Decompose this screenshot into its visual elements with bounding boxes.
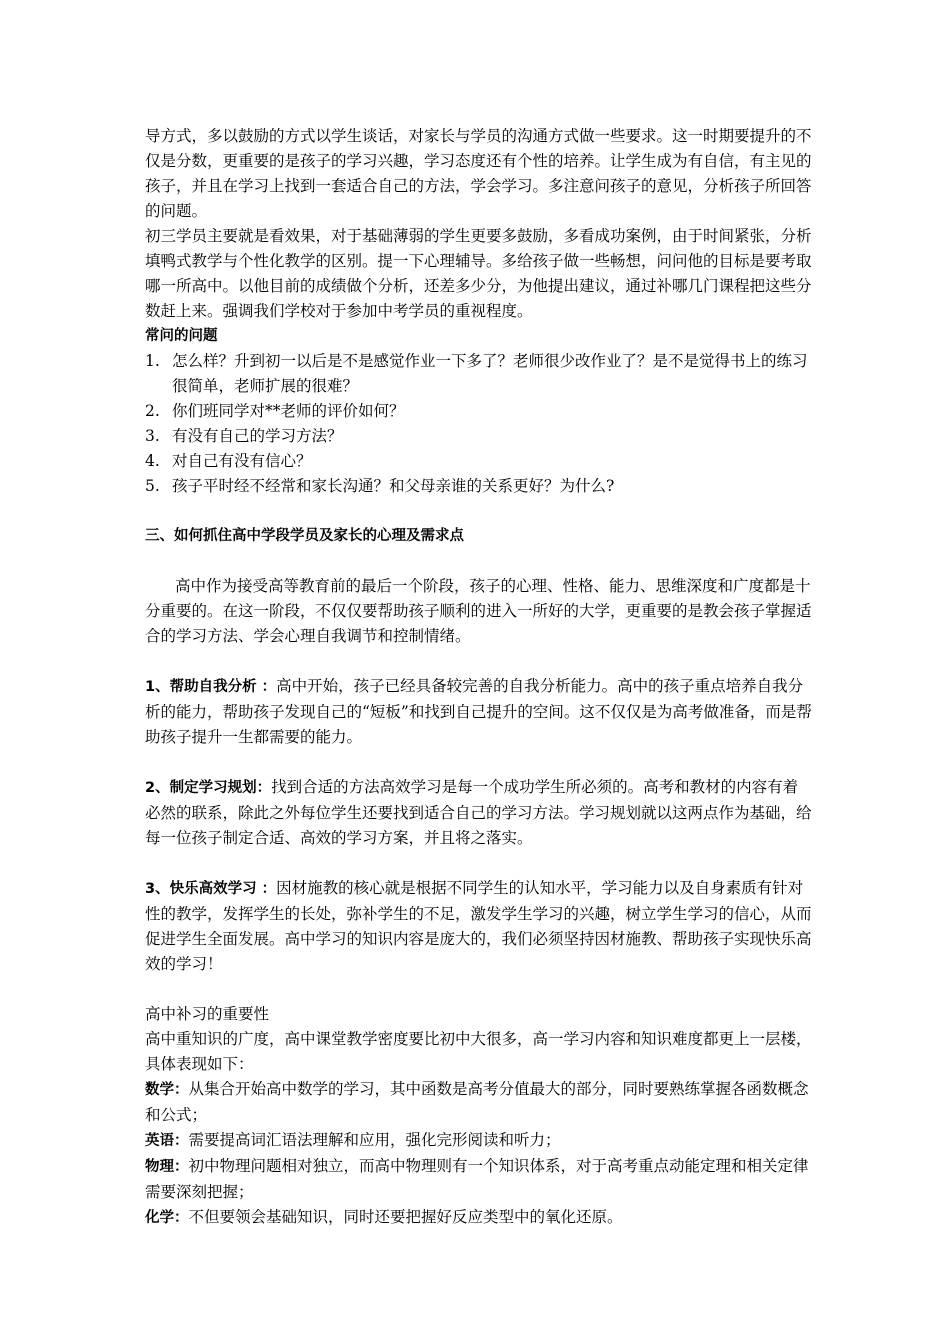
list-item [145,474,813,499]
list-item-number: 5. [145,477,160,495]
list-item-text: 怎么样？升到初一以后是不是感觉作业一下多了？老师很少改作业了？是不是觉得书上的练习很简单，老师扩展的很难？ [172,352,808,395]
list-item-number: 4. [145,452,160,470]
point-separator: ： [256,780,272,796]
list-item-number: 3. [145,427,160,445]
subject-chemistry [145,1205,813,1231]
point-separator: ： [261,679,277,695]
point-text: 高中开始，孩子已经具备较完善的自我分析能力。高中的孩子重点培养自我分析的能力，帮助孩子发现自己的“短板”和找到自己提升的空间。这不仅仅是为高考做准备，而是帮助孩子提升一生都需要的能力。 [145,677,812,746]
subject-label: 物理 [145,1159,174,1175]
point-1 [145,674,813,750]
tutoring-intro: 高中重知识的广度，高中课堂教学密度要比初中大很多，高一学习内容和知识难度都更上一层楼，具体表现如下： [145,1030,812,1073]
list-item-text: 有没有自己的学习方法？ [172,427,343,445]
list-item-text: 孩子平时经不经常和家长沟通？和父母亲谁的关系更好？为什么? [172,477,615,495]
list-item [145,449,813,474]
point-title: 2、制定学习规划 [145,780,257,796]
point-text: 找到合适的方法高效学习是每一个成功学生所必须的。高考和教材的内容有着必然的联系，除此之外每位学生还要找到适合自己的学习方法。学习规划就以这两点作为基础，给每一位孩子制定合适、高效的学习方案，并且将之落实。 [145,778,812,847]
tutoring-title: 高中补习的重要性 [145,1005,270,1023]
list-item-text: 你们班同学对**老师的评价如何？ [172,402,405,420]
list-item [145,424,813,449]
intro-paragraph-2: 初三学员主要就是看效果，对于基础薄弱的学生更要多鼓励，多看成功案例，由于时间紧张，分析填鸭式教学与个性化教学的区别。提一下心理辅导。多给孩子做一些畅想，问问他的目标是要考取哪一所高中。以他目前的成绩做个分析，还差多少分，为他提出建议，通过补哪几门课程把这些分数赶上来。强调我们学校对于参加中考学员的重视程度。 [145,227,812,320]
document-page [145,124,813,1231]
subject-physics [145,1154,813,1205]
faq-heading: 常问的问题 [145,328,218,344]
subject-text: 需要提高词汇语法理解和应用，强化完形阅读和听力； [188,1131,561,1149]
subject-label: 数学 [145,1082,174,1098]
point-2 [145,775,813,851]
list-item [145,399,813,424]
list-item-text: 对自己有没有信心？ [172,452,312,470]
subject-math [145,1077,813,1128]
subject-label: 化学 [145,1210,174,1226]
subject-separator: ： [174,1210,189,1226]
point-title: 1、帮助自我分析 [145,679,262,695]
subject-label: 英语 [145,1133,174,1149]
point-3 [145,876,813,977]
subject-separator: ： [174,1159,189,1175]
section-3-intro: 高中作为接受高等教育前的最后一个阶段，孩子的心理、性格、能力、思维深度和广度都是十分重要的。在这一阶段，不仅仅要帮助孩子顺利的进入一所好的大学，更重要的是教会孩子掌握适合的学习方法、学会心理自我调节和控制情绪。 [145,577,812,645]
list-item [145,349,813,399]
list-item-number: 2. [145,402,160,420]
subject-english [145,1128,813,1154]
faq-list [145,349,813,499]
point-text: 因材施教的核心就是根据不同学生的认知水平，学习能力以及自身素质有针对性的教学，发挥学生的长处，弥补学生的不足，激发学生学习的兴趣，树立学生学习的信心，从而促进学生全面发展。高中学习的知识内容是庞大的，我们必须坚持因材施教、帮助孩子实现快乐高效的学习！ [145,879,812,973]
point-title: 3、快乐高效学习 [145,881,262,897]
intro-paragraph-1: 导方式，多以鼓励的方式以学生谈话，对家长与学员的沟通方式做一些要求。这一时期要提升的不仅是分数，更重要的是孩子的学习兴趣，学习态度还有个性的培养。让学生成为有自信，有主见的孩子，并且在学习上找到一套适合自己的方法，学会学习。多注意问孩子的意见，分析孩子所回答的问题。 [145,127,812,220]
subject-text: 初中物理问题相对独立，而高中物理则有一个知识体系，对于高考重点动能定理和相关定律需要深刻把握； [145,1157,809,1201]
subject-separator: ： [174,1082,189,1098]
list-item-number: 1. [145,352,160,370]
subject-text: 从集合开始高中数学的学习，其中函数是高考分值最大的部分，同时要熟练掌握各函数概念和公式； [145,1080,809,1124]
subject-separator: ： [174,1133,189,1149]
point-separator: ： [261,881,277,897]
section-3-heading: 三、如何抓住高中学段学员及家长的心理及需求点 [145,528,464,544]
subject-text: 不但要领会基础知识，同时还要把握好反应类型中的氧化还原。 [188,1208,623,1226]
